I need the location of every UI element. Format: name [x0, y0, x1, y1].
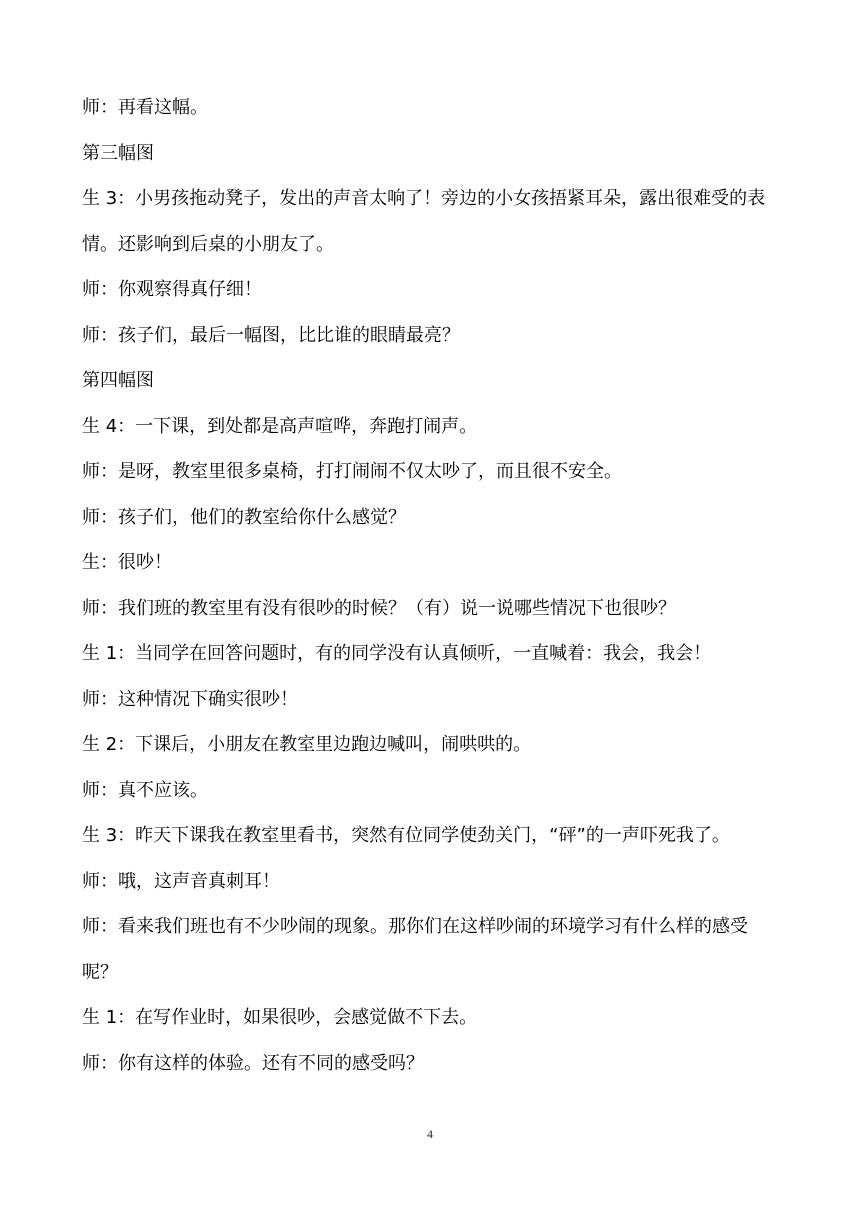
paragraph-teacher-feeling-question: 师：孩子们，他们的教室给你什么感觉？ [82, 506, 406, 528]
paragraph-teacher-indeed-noisy: 师：这种情况下确实很吵！ [82, 688, 298, 710]
paragraph-teacher-other-feelings: 师：你有这样的体验。还有不同的感受吗？ [82, 1052, 424, 1074]
paragraph-student3-stool: 生 3：小男孩拖动凳子，发出的声音太响了！旁边的小女孩捂紧耳朵，露出很难受的表情。还影响到后桌的小朋友了。 [82, 188, 766, 255]
paragraph-student4-noise: 生 4：一下课，到处都是高声喧哗，奔跑打闹声。 [82, 415, 478, 437]
paragraph-teacher-how-feel: 师：看来我们班也有不少吵闹的现象。那你们在这样吵闹的环境学习有什么样的感受呢？ [82, 916, 748, 983]
paragraph-student1-homework: 生 1：在写作业时，如果很吵，会感觉做不下去。 [82, 1007, 478, 1028]
paragraph-teacher-look-again: 师：再看这幅。 [82, 97, 208, 118]
paragraph-student-noisy: 生：很吵！ [82, 552, 172, 573]
paragraph-teacher-careful: 师：你观察得真仔细！ [82, 279, 262, 300]
paragraph-student3-door: 生 3：昨天下课我在教室里看书，突然有位同学使劲关门，“砰”的一声吓死我了。 [82, 825, 730, 846]
paragraph-teacher-should-not: 师：真不应该。 [82, 779, 208, 801]
paragraph-teacher-our-class: 师：我们班的教室里有没有很吵的时候？（有）说一说哪些情况下也很吵？ [82, 597, 676, 619]
page-number: 4 [427, 1127, 433, 1141]
paragraph-student1-shouting: 生 1：当同学在回答问题时，有的同学没有认真倾听，一直喊着：我会，我会！ [82, 643, 712, 664]
paragraph-teacher-harsh-sound: 师：哦，这声音真刺耳！ [82, 870, 280, 892]
paragraph-teacher-last-picture: 师：孩子们，最后一幅图，比比谁的眼睛最亮？ [82, 324, 460, 346]
paragraph-teacher-unsafe: 师：是呀，教室里很多桌椅，打打闹闹不仅太吵了，而且很不安全。 [82, 461, 622, 482]
paragraph-third-picture-heading: 第三幅图 [82, 142, 154, 164]
document-body [82, 85, 782, 1086]
paragraph-student2-running: 生 2：下课后，小朋友在教室里边跑边喊叫，闹哄哄的。 [82, 734, 532, 755]
paragraph-fourth-picture-heading: 第四幅图 [82, 370, 154, 391]
